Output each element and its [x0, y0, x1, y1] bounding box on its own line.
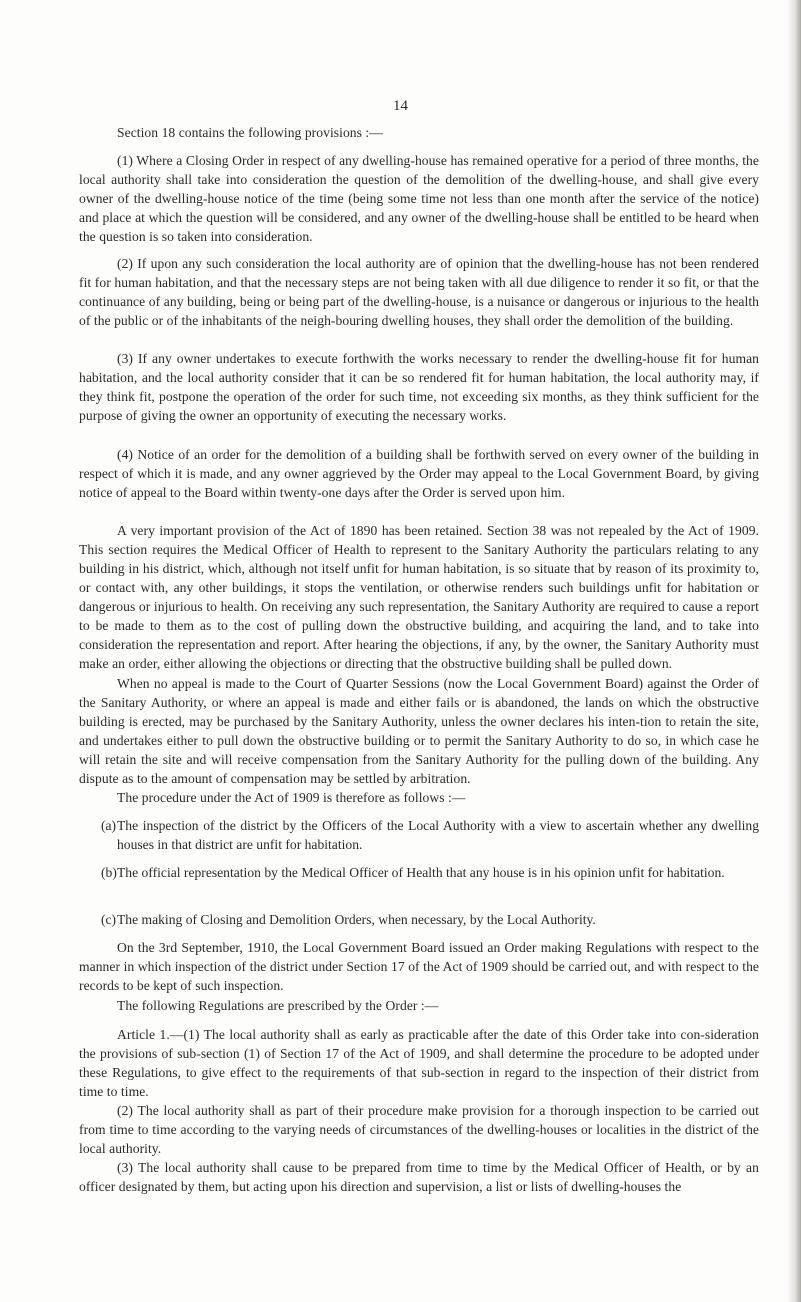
intro-line [79, 123, 759, 142]
article-1-3: (3) The local authority shall cause to be prepared from time to time by the Medical Officer of Health, or by an officer designated by them, but acting upon his direction and supervision, a list or lists of dwelling-houses the [79, 1160, 759, 1194]
page-edge-shadow [787, 0, 801, 1302]
procedure-item-label: (b) [101, 865, 117, 880]
procedure-item-text: The making of Closing and Demolition Orders, when necessary, by the Local Authority. [117, 912, 596, 927]
provision-1: (1) Where a Closing Order in respect of any dwelling-house has remained operative for a period of three months, the local authority shall take into consideration the question of the demolition of the dwelling-house, and shall give every owner of the dwelling-house notice of the time (being some time not less than one month after the service of the notice) and place at which the question will be considered, and any owner of the dwelling-house shall be entitled to be heard when the question is so taken into consideration. [79, 153, 759, 244]
intro-text: Section 18 contains the following provisions :— [117, 125, 383, 140]
paragraph-section-38: A very important provision of the Act of 1890 has been retained. Section 38 was not repealed by the Act of 1909. This section requires the Medical Officer of Health to represent to the Sanitary Authority the particulars relating to any building in his district, which, although not itself unfit for human habitation, is so situate that by reason of its proximity to, or contact with, any other buildings, it stops the ventilation, or otherwise renders such buildings unfit for habitation or dangerous or injurious to health. On receiving any such representation, the Sanitary Authority are required to cause a report to be made to them as to the cost of pulling down the obstructive building, and acquiring the land, and to take into consideration the representation and report. After hearing the objections, if any, by the owner, the Sanitary Authority must make an order, either allowing the objections or directing that the obstructive building shall be pulled down. [79, 523, 759, 671]
page-number: 14 [393, 98, 408, 114]
paragraph-regulations: The following Regulations are prescribed by the Order :— [117, 998, 439, 1013]
procedure-item-label: (a) [101, 818, 117, 833]
procedure-item-text: The official representation by the Medical Officer of Health that any house is in his opinion unfit for habitation. [117, 865, 725, 880]
procedure-item-b [101, 863, 759, 882]
procedure-item-a [101, 816, 759, 854]
procedure-item-c [101, 910, 759, 929]
provision-4: (4) Notice of an order for the demolition of a building shall be forthwith served on every owner of the building in respect of which it is made, and any owner aggrieved by the Order may appeal to the Local Government Board, by giving notice of appeal to the Board within twenty-one days after the Order is served upon him. [79, 447, 759, 500]
paragraph-appeal: When no appeal is made to the Court of Quarter Sessions (now the Local Government Board) against the Order of the Sanitary Authority, or where an appeal is made and either fails or is abandoned, the lands on which the obstructive building is erected, may be purchased by the Sanitary Authority, unless the owner declares his inten-tion to retain the site, and undertakes either to pull down the obstructive building or to permit the Sanitary Authority to do so, in which case he will retain the site and will receive compensation from the Sanitary Authority for the pulling down of the building. Any dispute as to the amount of compensation may be settled by arbitration. [79, 676, 759, 786]
paragraph-1910-order: On the 3rd September, 1910, the Local Government Board issued an Order making Regulations with respect to the manner in which inspection of the district under Section 17 of the Act of 1909 should be carried out, and with respect to the records to be kept of such inspection. [79, 940, 759, 993]
article-1-1: Article 1.—(1) The local authority shall as early as practicable after the date of this Order take into con-sideration the provisions of sub-section (1) of Section 17 of the Act of 1909, and shall determine the procedure to be adopted under these Regulations, to give effect to the requirements of that sub-section in regard to the inspection of their district from time to time. [79, 1027, 759, 1099]
article-1-2: (2) The local authority shall as part of their procedure make provision for a thorough inspection to be carried out from time to time according to the varying needs of circumstances of the dwelling-houses or localities in the district of the local authority. [79, 1103, 759, 1156]
provision-2: (2) If upon any such consideration the local authority are of opinion that the dwelling-house has not been rendered fit for human habitation, and that the necessary steps are not being taken with all due diligence to render it so fit, or that the continuance of any building, being or being part of the dwelling-house, is a nuisance or dangerous or injurious to the health of the public or of the inhabitants of the neigh-bouring dwelling houses, they shall order the demolition of the building. [79, 256, 759, 328]
procedure-item-label: (c) [101, 912, 117, 927]
paragraph-procedure: The procedure under the Act of 1909 is therefore as follows :— [117, 790, 466, 805]
provision-3: (3) If any owner undertakes to execute forthwith the works necessary to render the dwelling-house fit for human habitation, and the local authority consider that it can be so rendered fit for human habitation, the local authority may, if they think fit, postpone the operation of the order for such time, not exceeding six months, as they think sufficient for the purpose of giving the owner an opportunity of executing the necessary works. [79, 351, 759, 423]
procedure-item-text: The inspection of the district by the Officers of the Local Authority with a view to ascertain whether any dwelling houses in that district are unfit for habitation. [117, 818, 759, 852]
